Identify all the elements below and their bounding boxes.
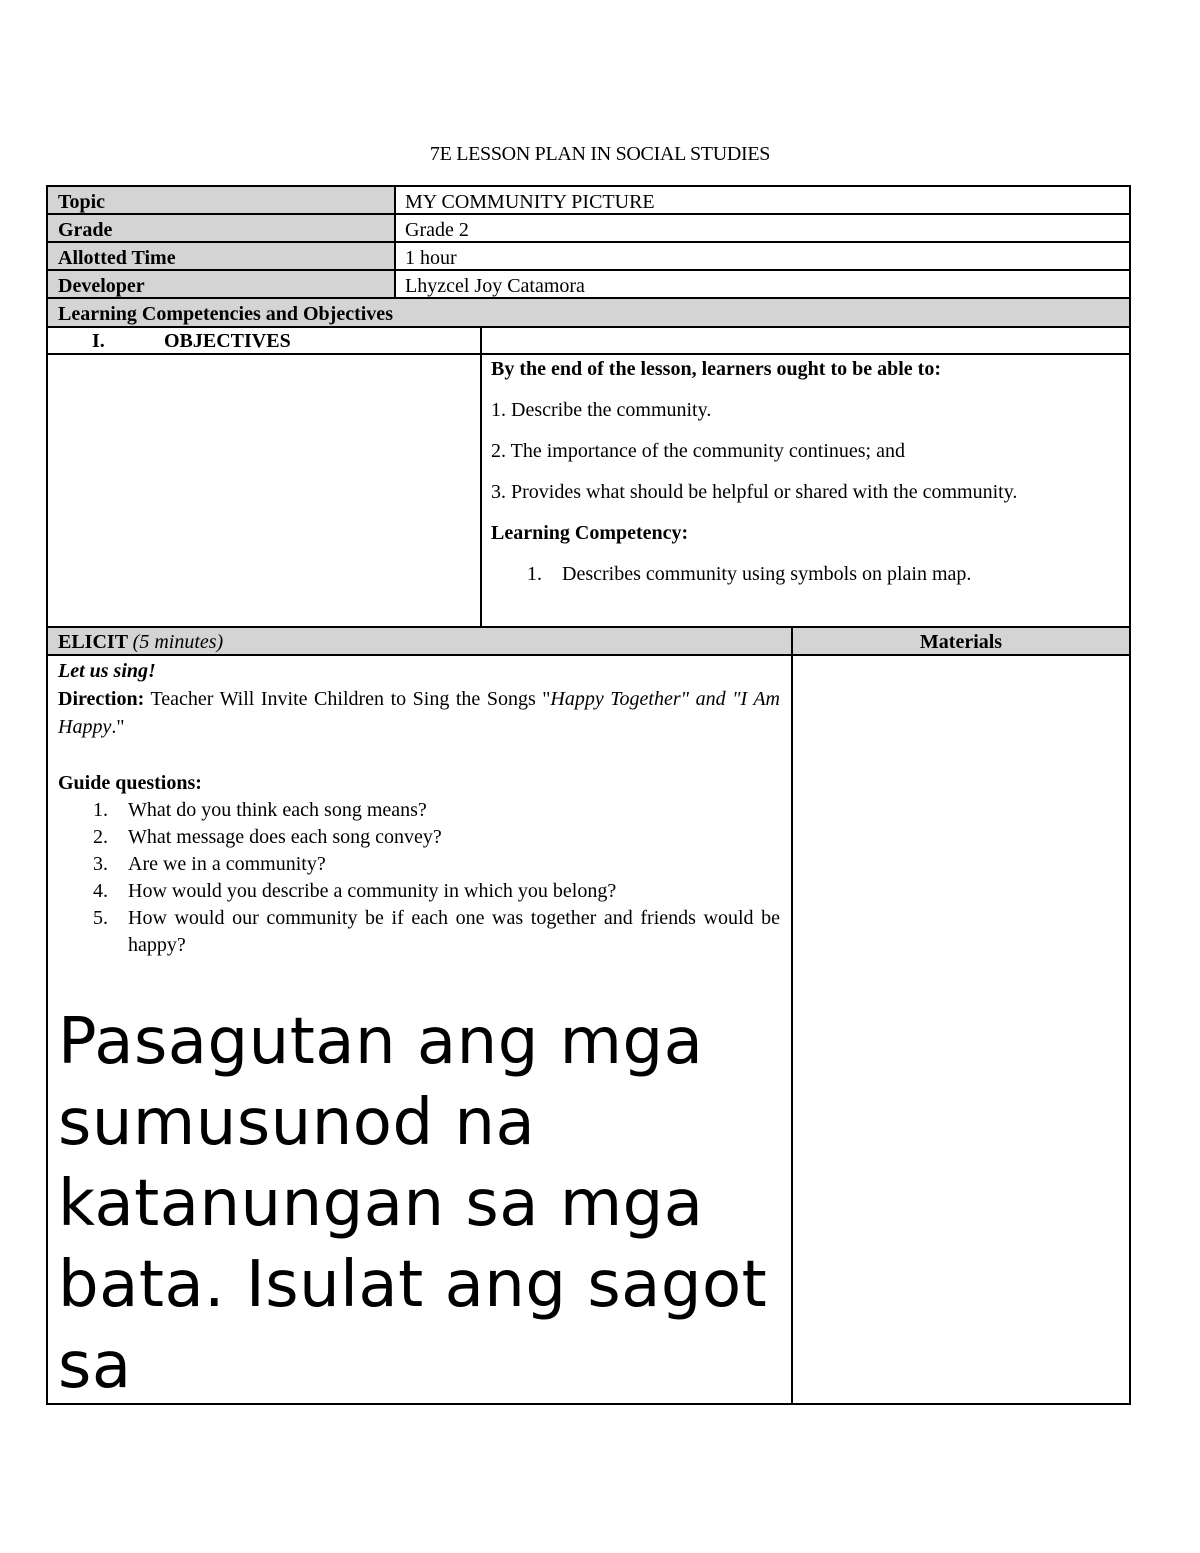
direction-end: ."	[111, 716, 125, 738]
objective-item: 1. Describe the community.	[491, 399, 712, 421]
elicit-heading-wrap	[48, 629, 223, 655]
list-item: 3. Are we in a community?	[93, 853, 326, 875]
direction-text: Teacher Will Invite Children to Sing the Songs "	[150, 688, 551, 710]
overlay-instruction: Pasagutan ang mga sumusunod na katanungan sa mga bata. Isulat ang sagot sa	[58, 1005, 768, 1403]
guide-heading: Guide questions:	[58, 772, 202, 794]
list-item: 5. How would our community be if each one was together and friends would be happy?	[93, 907, 780, 956]
song-join: " and "	[680, 688, 741, 710]
list-item: 4. How would you describe a community in which you belong?	[93, 880, 617, 902]
elicit-heading: ELICIT	[58, 631, 128, 653]
objectives-intro: By the end of the lesson, learners ought to be able to:	[491, 358, 941, 380]
competency-item	[491, 561, 1121, 588]
elicit-content	[58, 657, 780, 959]
list-item: 1. What do you think each song means?	[93, 799, 427, 821]
topic-value: MY COMMUNITY PICTURE	[405, 191, 655, 213]
grade-label: Grade	[58, 219, 113, 241]
direction-label: Direction:	[58, 688, 145, 710]
direction-paragraph	[58, 685, 780, 741]
guide-questions	[58, 797, 780, 959]
competency-heading: Learning Competency:	[491, 522, 689, 544]
document-title: 7E LESSON PLAN IN SOCIAL STUDIES	[429, 143, 771, 165]
competency-number: 1.	[527, 563, 542, 585]
objectives-heading: OBJECTIVES	[164, 330, 291, 352]
section-header: Learning Competencies and Objectives	[58, 303, 393, 325]
objective-item: 3. Provides what should be helpful or shared with the community.	[491, 481, 1018, 503]
activity-title: Let us sing!	[58, 660, 156, 682]
materials-heading: Materials	[919, 631, 1003, 653]
objectives-content	[491, 356, 1121, 588]
grade-value: Grade 2	[405, 219, 469, 241]
objective-item: 2. The importance of the community continues; and	[491, 440, 905, 462]
allotted-time-value: 1 hour	[405, 247, 457, 269]
elicit-duration: (5 minutes)	[132, 631, 224, 653]
song-1: Happy Together	[550, 688, 681, 710]
objectives-heading-num: I.	[92, 330, 105, 352]
song-2: I Am Happy	[58, 688, 781, 738]
allotted-time-label: Allotted Time	[58, 247, 176, 269]
list-item: 2. What message does each song convey?	[93, 826, 442, 848]
topic-label: Topic	[58, 191, 106, 213]
competency-text: Describes community using symbols on plain map.	[562, 563, 972, 585]
developer-label: Developer	[58, 275, 145, 297]
developer-value: Lhyzcel Joy Catamora	[405, 275, 585, 297]
